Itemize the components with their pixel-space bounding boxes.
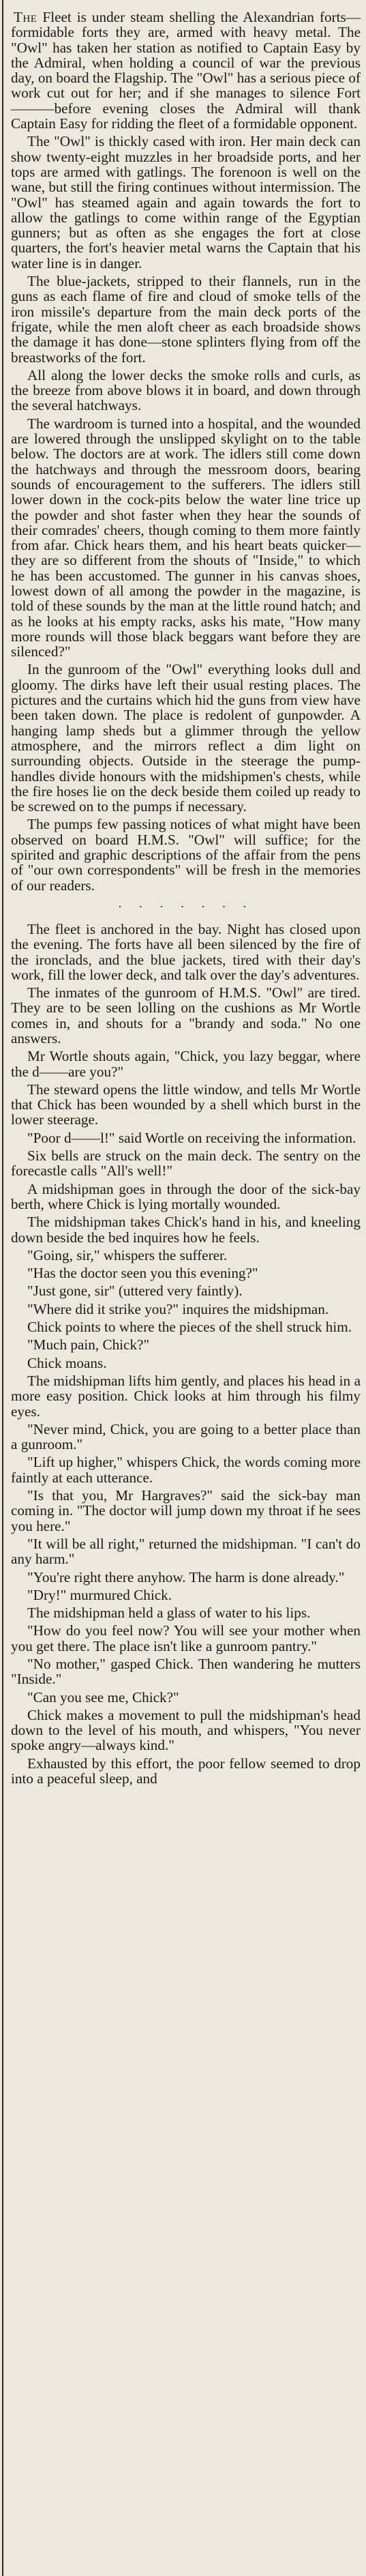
- paragraph: The inmates of the gunroom of H.M.S. "Owl" are tired. They are to be seen lolling on the cushions as Mr Wortle comes in, and shouts for a "brandy and soda." No one answers.: [11, 984, 361, 1046]
- paragraph-text: Fleet is under steam shelling the Alexandrian forts—formidable forts they are, armed with heavy metal. The "Owl" has taken her station as notified to Captain Easy by the Admiral, when holding a council of war the previous day, on board the Flagship. The "Owl" has a serious piece of work cut out for her; and if she manages to silence Fort———before evening closes the Admiral will thank Captain Easy for ridding the fleet of a formidable opponent.: [11, 9, 361, 132]
- paragraph: The wardroom is turned into a hospital, and the wounded are lowered through the unslipped skylight on to the table below. The doctors are at work. The idlers still come down the hatchways and through the messroom doors, bearing sounds of encouragement to the sufferers. The idlers still lower down in the cock-pits below the water line trice up the powder and shot faster when they hear the sounds of their comrades' cheers, though coming to them more faintly from afar. Chick hears them, and his heart beats quicker—they are so different from the shouts of "Inside," to which he has been accustomed. The gunner in his canvas shoes, lowest down of all among the powder in the magazine, is told of these sounds by the man at the little round hatch; and as he looks at his empty racks, asks his mate, "How many more rounds will those black beggars want before they are silenced?": [11, 415, 361, 660]
- paragraph: The fleet is anchored in the bay. Night has closed upon the evening. The forts have all been silenced by the fire of the ironclads, and the blue jackets, tired with their day's work, fill the lower deck, and talk over the day's adventures.: [11, 920, 361, 983]
- paragraph: The blue-jackets, stripped to their flannels, run in the guns as each flame of fire and cloud of smoke tells of the iron missile's departure from the main deck ports of the frigate, while the men aloft cheer as each broadside shows the damage it has done—stone splinters flying from off the breastworks of the fort.: [11, 273, 361, 366]
- paragraph: "It will be all right," returned the midshipman. "I can't do any harm.": [11, 1535, 361, 1568]
- paragraph: A midshipman goes in through the door of the sick-bay berth, where Chick is lying mortally wounded.: [11, 1180, 361, 1212]
- paragraph: The pumps few passing notices of what might have been observed on board H.M.S. "Owl" will suffice; for the spirited and graphic descriptions of the affair from the pens of "our own correspondents" will be fresh in the memories of our readers.: [11, 816, 361, 894]
- paragraph: "Just gone, sir" (uttered very faintly).: [27, 1283, 243, 1300]
- paragraph: "You're right there anyhow. The harm is done already.": [27, 1568, 345, 1585]
- paragraph: "Dry!" murmured Chick.: [27, 1586, 172, 1603]
- paragraph: The "Owl" is thickly cased with iron. Her main deck can show twenty-eight muzzles in her broadside ports, and her tops are armed with gatlings. The forenoon is well on the wane, but still the firing continues without intermission. The "Owl" has steamed again and again towards the fort to allow the gatlings to come within range of the Egyptian gunners; but as often as she engages the fort at close quarters, the fort's heavier metal warns the Captain that his water line is in danger.: [11, 133, 361, 272]
- paragraph: "Going, sir," whispers the sufferer.: [27, 1246, 228, 1263]
- section-separator: · · · · · · ·: [118, 899, 254, 913]
- paragraph: The midshipman held a glass of water to his lips.: [27, 1605, 311, 1622]
- paragraph: "Where did it strike you?" inquires the midshipman.: [27, 1300, 329, 1317]
- paragraph: "Never mind, Chick, you are going to a better place than a gunroom.": [11, 1420, 361, 1453]
- article-body: [11, 10, 361, 1786]
- paragraph: "Much pain, Chick?": [27, 1336, 150, 1353]
- paragraph: Six bells are struck on the main deck. The sentry on the forecastle calls "All's well!": [11, 1147, 361, 1180]
- paragraph: "Can you see me, Chick?": [27, 1688, 179, 1706]
- paragraph: Mr Wortle shouts again, "Chick, you lazy beggar, where the d——are you?": [11, 1048, 361, 1080]
- column-rule: [2, 0, 3, 2576]
- paragraph: Exhausted by this effort, the poor fellow seemed to drop into a peaceful sleep, and: [11, 1755, 361, 1787]
- lead-word: The: [14, 9, 37, 25]
- paragraph: The midshipman takes Chick's hand in his, and kneeling down beside the bed inquires how he feels.: [11, 1214, 361, 1246]
- paragraph: "Lift up higher," whispers Chick, the words coming more faintly at each utterance.: [11, 1454, 361, 1486]
- paragraph: "Poor d——l!" said Wortle on receiving the information.: [27, 1129, 356, 1146]
- paragraph: The steward opens the little window, and tells Mr Wortle that Chick has been wounded by a shell which burst in the lower steerage.: [11, 1081, 361, 1128]
- paragraph: Chick makes a movement to pull the midshipman's head down to the level of his mouth, and whispers, "You never spoke angry—always kind.": [11, 1706, 361, 1754]
- paragraph: Chick moans.: [27, 1354, 107, 1371]
- paragraph: In the gunroom of the "Owl" everything looks dull and gloomy. The dirks have left their usual resting places. The pictures and the curtains which hid the guns from view have been taken down. The place is redolent of gunpowder. A hanging lamp sheds but a glimmer through the yellow atmosphere, and the mirrors reflect a dim light on surrounding objects. Outside in the steerage the pump-handles divide honours with the midshipmen's chests, while the fire hoses lie on the deck beside them coiled up ready to be screwed on to the pumps if necessary.: [11, 661, 361, 815]
- paragraph: "Has the doctor seen you this evening?": [27, 1265, 258, 1282]
- paragraph: "How do you feel now? You will see your mother when you get there. The place isn't like a gunroom pantry.": [11, 1622, 361, 1654]
- paragraph: The midshipman lifts him gently, and places his head in a more easy position. Chick looks at him through his filmy eyes.: [11, 1372, 361, 1420]
- paragraph: "No mother," gasped Chick. Then wandering he mutters "Inside.": [11, 1655, 361, 1688]
- paragraph-opening: [11, 10, 361, 131]
- paragraph: All along the lower decks the smoke rolls and curls, as the breeze from above blows it in board, and down through the several hatchways.: [11, 366, 361, 414]
- paragraph: Chick points to where the pieces of the shell struck him.: [27, 1319, 352, 1336]
- paragraph: "Is that you, Mr Hargraves?" said the sick-bay man coming in. "The doctor will jump down my throat if he sees you here.": [11, 1487, 361, 1534]
